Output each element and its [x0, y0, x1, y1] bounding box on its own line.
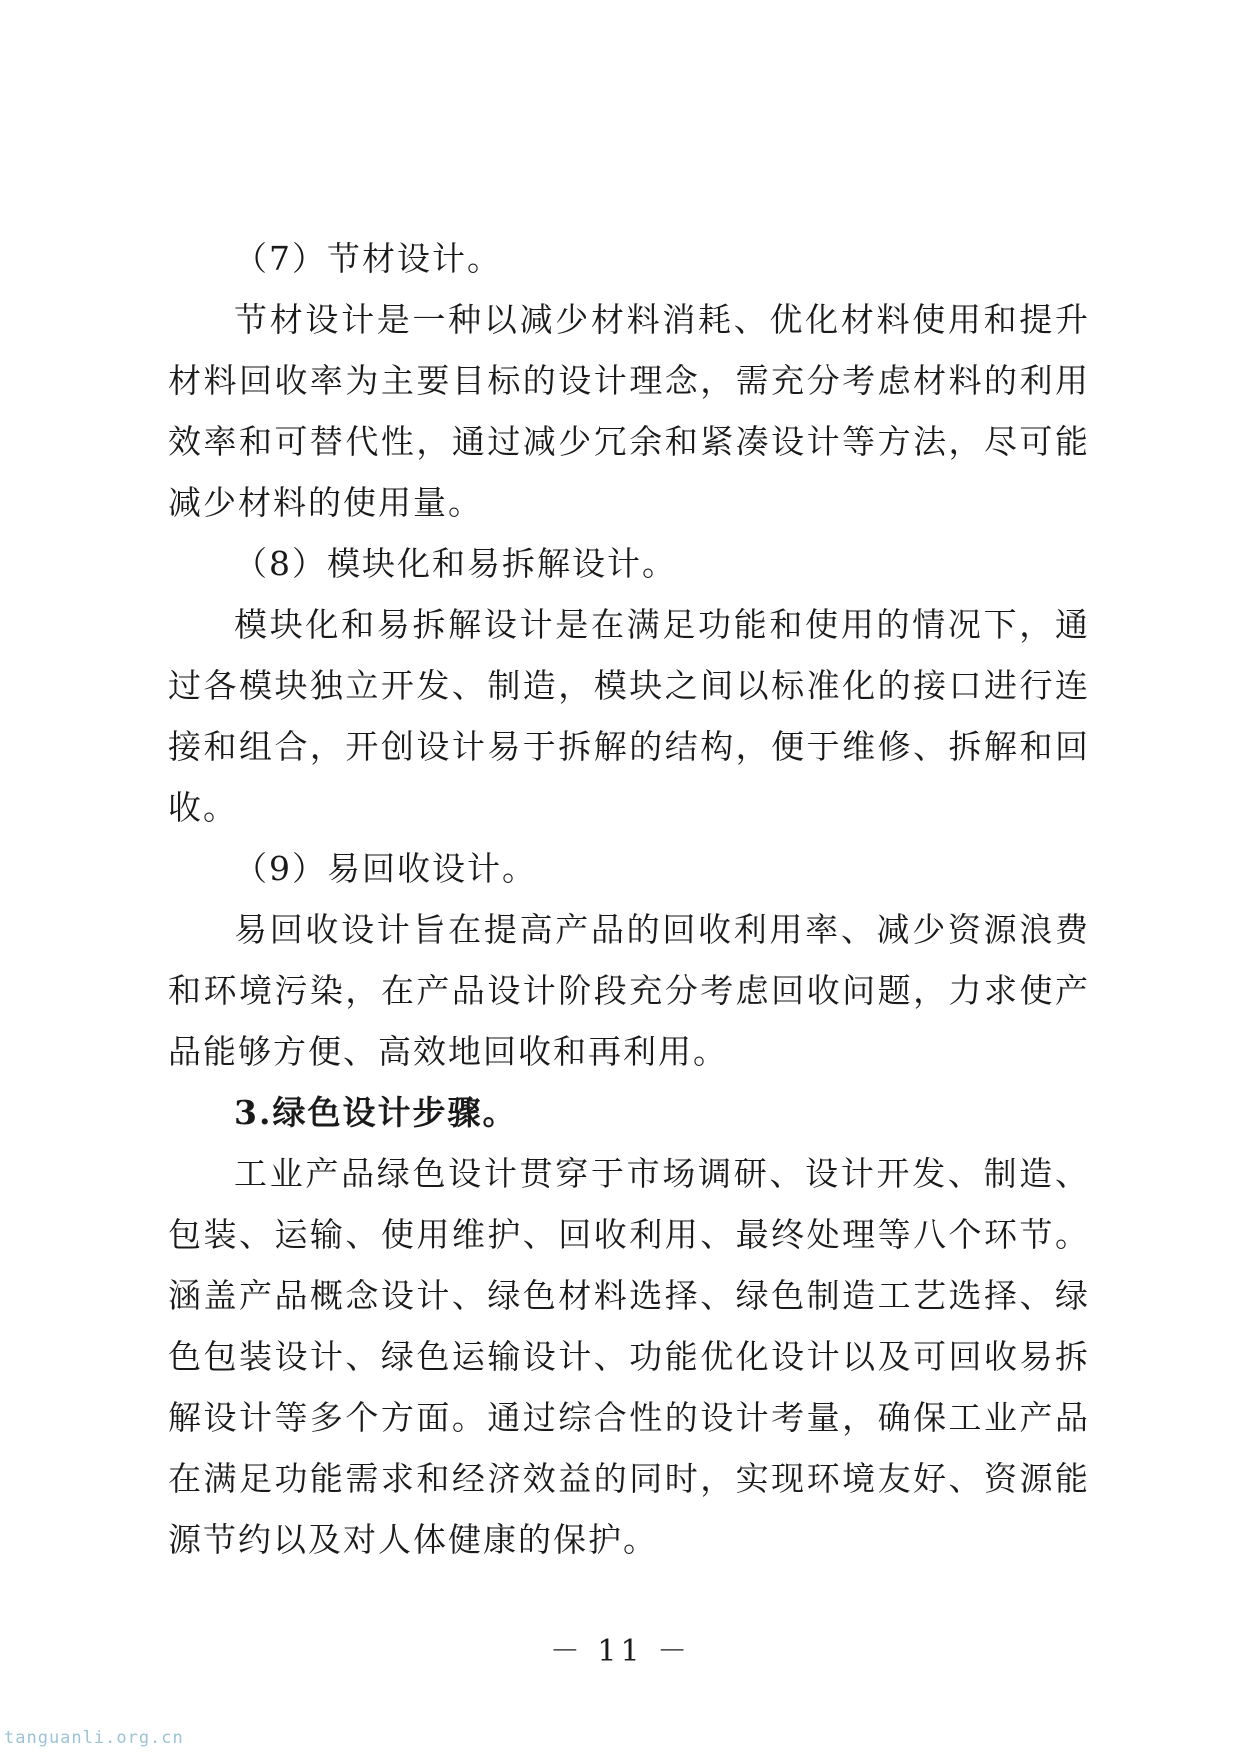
- paragraph-material-saving: 节材设计是一种以减少材料消耗、优化材料使用和提升材料回收率为主要目标的设计理念，需充分考虑材料的利用效率和可替代性，通过减少冗余和紧凑设计等方法，尽可能减少材料的使用量。: [168, 300, 1090, 522]
- watermark: tanguanli.org.cn: [4, 1728, 184, 1748]
- heading-modular-design: （8）模块化和易拆解设计。: [234, 544, 677, 583]
- page-number: － 11 －: [549, 1634, 692, 1669]
- section-heading-green-design-steps: 3.绿色设计步骤。: [234, 1093, 518, 1132]
- document-body: [168, 228, 1090, 1570]
- paragraph-recycling-design: 易回收设计旨在提高产品的回收利用率、减少资源浪费和环境污染，在产品设计阶段充分考虑回收问题，力求使产品能够方便、高效地回收和再利用。: [168, 910, 1090, 1071]
- paragraph-modular-design: 模块化和易拆解设计是在满足功能和使用的情况下，通过各模块独立开发、制造，模块之间以标准化的接口进行连接和组合，开创设计易于拆解的结构，便于维修、拆解和回收。: [168, 605, 1090, 827]
- heading-recycling-design: （9）易回收设计。: [234, 849, 537, 888]
- heading-material-saving: （7）节材设计。: [234, 239, 502, 278]
- paragraph-green-design-steps: 工业产品绿色设计贯穿于市场调研、设计开发、制造、包装、运输、使用维护、回收利用、最终处理等八个环节。涵盖产品概念设计、绿色材料选择、绿色制造工艺选择、绿色包装设计、绿色运输设计、功能优化设计以及可回收易拆解设计等多个方面。通过综合性的设计考量，确保工业产品在满足功能需求和经济效益的同时，实现环境友好、资源能源节约以及对人体健康的保护。: [168, 1154, 1090, 1559]
